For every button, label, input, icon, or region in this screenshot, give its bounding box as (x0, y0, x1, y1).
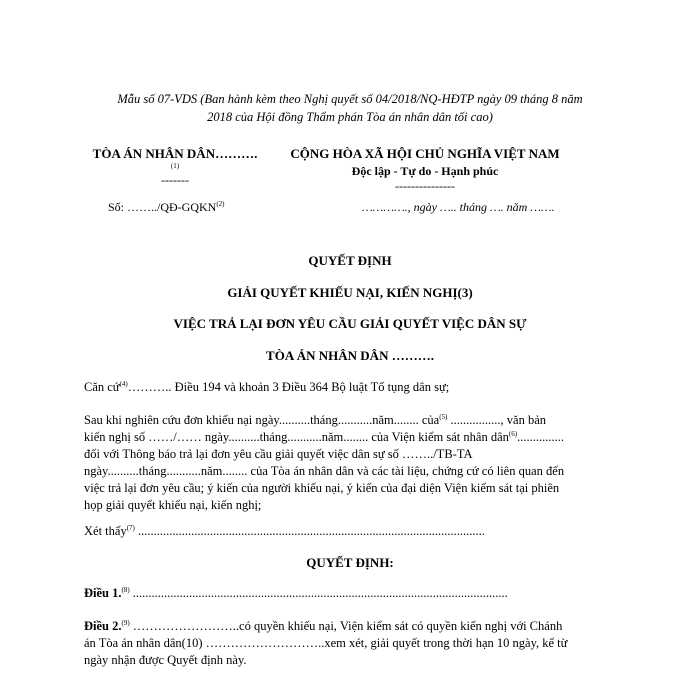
article-2-line-3: ngày nhận được Quyết định này. (84, 653, 247, 667)
considerations (84, 523, 485, 540)
article-2-line-1-text: ……………………..có quyền khiếu nại, Viện kiểm sát có quyền kiến nghị với Chánh (129, 619, 563, 633)
review-line-1-note: (5) (439, 412, 448, 421)
title-matter: VIỆC TRẢ LẠI ĐƠN YÊU CẦU GIẢI QUYẾT VIỆC DÂN SỰ (173, 316, 527, 331)
article-1-label: Điều 1. (84, 586, 122, 600)
article-2-line-1 (84, 618, 567, 635)
review-line-2 (84, 429, 564, 446)
court-name: TÒA ÁN NHÂN DÂN………. (92, 146, 258, 161)
review-line-6: họp giải quyết khiếu nại, kiến nghị; (84, 498, 262, 512)
decision-number (108, 200, 225, 215)
nation-motto: Độc lập - Tự do - Hạnh phúc (351, 164, 499, 178)
review-paragraph (84, 412, 564, 514)
legal-basis-note: (4) (119, 379, 128, 388)
form-reference-line-2: 2018 của Hội đồng Thẩm phán Tòa án nhân dân tối cao) (207, 110, 493, 124)
review-line-1 (84, 412, 564, 429)
article-2-note: (9) (121, 618, 130, 627)
legal-basis-prefix: Căn cứ (84, 380, 120, 394)
considerations-prefix: Xét thấy (84, 524, 127, 538)
nation-header (270, 146, 580, 193)
considerations-note: (7) (126, 523, 135, 532)
article-2 (84, 618, 567, 669)
review-line-2-a: kiến nghị số ……/…… ngày..........tháng...........năm........ của Viện kiểm sát nhân dân (84, 430, 509, 444)
article-1-dots: ........................................................................................................................ (129, 586, 508, 600)
decision-heading: QUYẾT ĐỊNH: (306, 555, 394, 570)
review-line-4: ngày..........tháng...........năm........ của Tòa án nhân dân và các tài liệu, chứng cứ có liên quan đến (84, 464, 565, 478)
court-separator: ------- (161, 173, 189, 187)
article-2-label: Điều 2. (84, 619, 122, 633)
form-reference-note (0, 90, 700, 126)
considerations-dots: ............................................................................................................... (134, 524, 485, 538)
review-line-3: đối với Thông báo trả lại đơn yêu cầu giải quyết việc dân sự số ……../TB-TA (84, 447, 473, 461)
title-decision: QUYẾT ĐỊNH (308, 253, 392, 268)
legal-basis (84, 379, 449, 396)
review-line-5: việc trả lại đơn yêu cầu; ý kiến của người khiếu nại, ý kiến của đại diện Viện kiểm sát tại phiên (84, 481, 560, 495)
review-line-2-note: (6) (508, 429, 518, 438)
title-court: TÒA ÁN NHÂN DÂN ………. (266, 348, 434, 363)
article-2-line-2: án Tòa án nhân dân(10) ………………………..xem xét, giải quyết trong thời hạn 10 ngày, kể từ (84, 636, 568, 650)
title-subject: GIẢI QUYẾT KHIẾU NẠI, KIẾN NGHỊ(3) (227, 285, 473, 300)
nation-separator: --------------- (395, 179, 455, 193)
review-line-1-a: Sau khi nghiên cứu đơn khiếu nại ngày..........tháng...........năm........ của (84, 413, 440, 427)
nation-title: CỘNG HÒA XÃ HỘI CHỦ NGHĨA VIỆT NAM (290, 146, 560, 161)
article-1-note: (8) (121, 585, 130, 594)
date-line: …………., ngày ….. tháng …. năm ……. (362, 200, 555, 214)
court-header (60, 146, 290, 186)
legal-basis-text: ……….. Điều 194 và khoản 3 Điều 364 Bộ luật Tố tụng dân sự; (127, 380, 450, 394)
decision-number-text: Số: ……../QĐ-GQKN (108, 200, 217, 214)
review-line-2-b: ............... (517, 430, 564, 444)
form-reference-line-1: Mẫu số 07-VDS (Ban hành kèm theo Nghị quyết số 04/2018/NQ-HĐTP ngày 09 tháng 8 năm (117, 92, 583, 106)
article-1 (84, 585, 508, 602)
decision-number-note: (2) (216, 200, 225, 208)
court-name-note: (1) (170, 162, 180, 170)
review-line-1-b: ................, văn bản (447, 413, 546, 427)
